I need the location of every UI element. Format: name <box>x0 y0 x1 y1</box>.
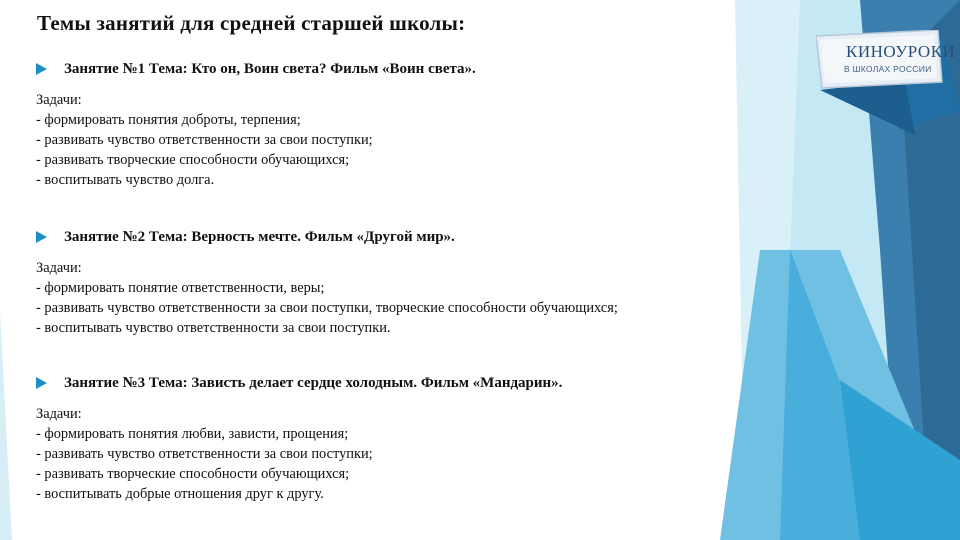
lesson-heading-text: Занятие №3 Тема: Зависть делает сердце холодным. Фильм «Мандарин». <box>64 375 563 391</box>
tasks-block <box>36 404 776 504</box>
lesson-1 <box>36 60 776 190</box>
task-item: - развивать чувство ответственности за свои поступки; <box>36 132 373 148</box>
tasks-label: Задачи: <box>36 260 82 276</box>
task-item: - развивать творческие способности обучающихся; <box>36 466 350 482</box>
tasks-block <box>36 258 776 338</box>
lesson-heading <box>36 228 776 246</box>
task-item: - развивать творческие способности обучающихся; <box>36 152 350 168</box>
task-item: - развивать чувство ответственности за свои поступки, творческие способности обучающихся; <box>36 300 618 316</box>
tasks-label: Задачи: <box>36 92 82 108</box>
lesson-3 <box>36 374 776 504</box>
page-title: Темы занятий для средней старшей школы: <box>37 11 466 35</box>
lesson-2 <box>36 228 776 338</box>
logo-title: КИНОУРОКИ <box>846 42 956 61</box>
tasks-block <box>36 90 776 190</box>
task-item: - воспитывать добрые отношения друг к другу. <box>36 486 324 502</box>
tasks-label: Задачи: <box>36 406 82 422</box>
task-item: - воспитывать чувство долга. <box>36 172 215 188</box>
lesson-heading-text: Занятие №1 Тема: Кто он, Воин света? Фильм «Воин света». <box>64 61 476 77</box>
triangle-bullet-icon <box>36 231 47 243</box>
task-item: - формировать понятия любви, зависти, прощения; <box>36 426 349 442</box>
logo-subtitle: В ШКОЛАХ РОССИИ <box>844 64 932 74</box>
task-item: - формировать понятия доброты, терпения; <box>36 112 301 128</box>
task-item: - формировать понятие ответственности, веры; <box>36 280 325 296</box>
lesson-heading <box>36 374 776 392</box>
task-item: - развивать чувство ответственности за свои поступки; <box>36 446 373 462</box>
task-item: - воспитывать чувство ответственности за свои поступки. <box>36 320 391 336</box>
lesson-heading <box>36 60 776 78</box>
lesson-heading-text: Занятие №2 Тема: Верность мечте. Фильм «Другой мир». <box>64 229 455 245</box>
triangle-bullet-icon <box>36 377 47 389</box>
triangle-bullet-icon <box>36 63 47 75</box>
